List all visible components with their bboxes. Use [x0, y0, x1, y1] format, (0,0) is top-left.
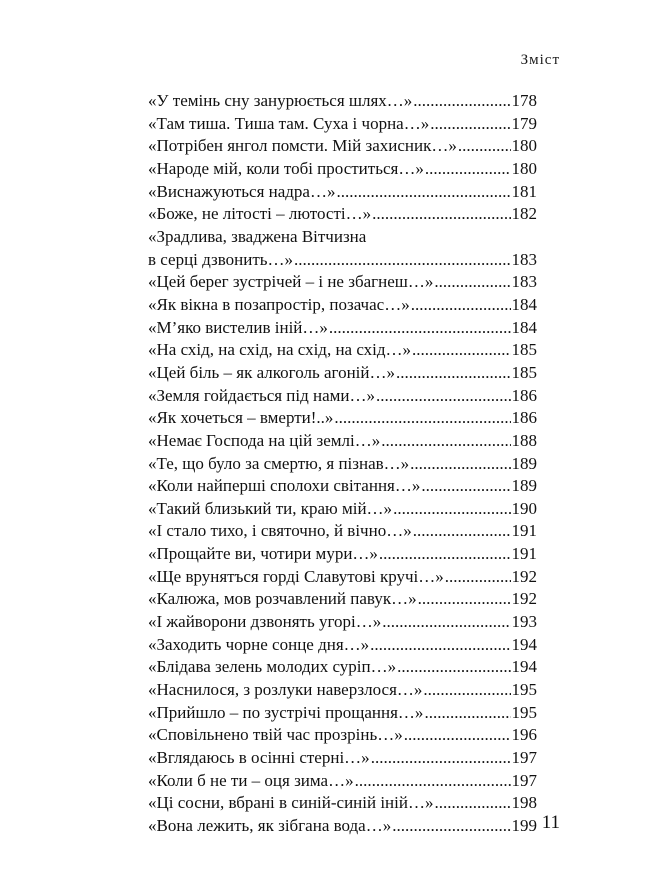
toc-entry-page: 197	[511, 770, 537, 790]
toc-entry-row	[148, 792, 537, 815]
toc-entry-row	[148, 90, 537, 113]
toc-entry-row	[148, 294, 537, 317]
toc-entry-row	[148, 566, 537, 589]
toc-entry[interactable]	[148, 679, 537, 702]
toc-entry-title: «У темінь сну занурюється шлях…»	[148, 91, 413, 110]
dot-leader	[372, 203, 510, 226]
toc-entry-title: «Прийшло – по зустрічі прощання…»	[148, 702, 424, 722]
toc-entry-page: 188	[511, 430, 537, 450]
dot-leader	[413, 90, 510, 113]
toc-entry[interactable]	[148, 475, 537, 498]
toc-entry[interactable]	[148, 294, 537, 317]
toc-entry-row	[148, 271, 537, 294]
dot-leader	[376, 385, 510, 408]
toc-entry[interactable]	[148, 498, 537, 521]
toc-entry-page: 183	[511, 249, 537, 269]
dot-leader	[412, 339, 510, 362]
toc-entry-title: «Те, що було за смертю, я пізнав…»	[148, 453, 410, 473]
toc-entry[interactable]	[148, 724, 537, 747]
dot-leader	[421, 475, 510, 498]
table-of-contents	[148, 90, 537, 838]
toc-entry-row	[148, 588, 537, 611]
toc-entry-row	[148, 407, 537, 430]
toc-entry-title: «Боже, не літості – лютості…»	[148, 204, 372, 224]
dot-leader	[418, 588, 511, 611]
toc-entry-page: 184	[511, 294, 537, 314]
toc-entry-page: 185	[511, 362, 537, 382]
toc-entry-row	[148, 249, 537, 272]
dot-leader	[410, 453, 510, 476]
toc-entry-row	[148, 634, 537, 657]
dot-leader	[382, 611, 510, 634]
toc-entry[interactable]	[148, 430, 537, 453]
toc-entry[interactable]	[148, 271, 537, 294]
toc-entry-page: 179	[511, 113, 537, 133]
toc-entry-row	[148, 113, 537, 136]
toc-entry-title: «Народе мій, коли тобі проститься…»	[148, 158, 424, 178]
toc-entry[interactable]	[148, 362, 537, 385]
dot-leader	[413, 520, 511, 543]
toc-entry[interactable]	[148, 747, 537, 770]
toc-entry-page: 184	[511, 317, 537, 337]
toc-entry-title: «Сповільнено твій час прозрінь…»	[148, 725, 403, 745]
toc-entry-title: «Коли найперші сполохи світання…»	[148, 476, 421, 496]
toc-entry[interactable]	[148, 339, 537, 362]
toc-entry-row	[148, 385, 537, 408]
toc-entry-page: 185	[511, 340, 537, 360]
toc-entry-page: 192	[511, 589, 537, 609]
toc-entry[interactable]	[148, 588, 537, 611]
toc-entry[interactable]	[148, 385, 537, 408]
dot-leader	[334, 407, 510, 430]
dot-leader	[404, 724, 511, 747]
dot-leader	[445, 566, 511, 589]
toc-entry-row	[148, 770, 537, 793]
toc-entry[interactable]	[148, 792, 537, 815]
toc-entry[interactable]	[148, 203, 537, 226]
toc-entry-title: «Блідава зелень молодих суріп…»	[148, 657, 397, 677]
running-head: Зміст	[520, 52, 560, 68]
toc-entry[interactable]	[148, 113, 537, 136]
toc-entry-page: 189	[511, 476, 537, 496]
toc-entry-row	[148, 815, 537, 838]
toc-entry-page: 178	[511, 91, 537, 110]
toc-entry-title: «Вглядаюсь в осінні стерні…»	[148, 748, 370, 768]
dot-leader	[392, 815, 510, 838]
toc-entry-title: «Як хочеться – вмерти!..»	[148, 408, 334, 428]
dot-leader	[424, 702, 510, 725]
toc-entry[interactable]	[148, 520, 537, 543]
toc-entry-row	[148, 362, 537, 385]
toc-entry-title: «Коли б не ти – оця зима…»	[148, 770, 354, 790]
toc-entry-row	[148, 475, 537, 498]
toc-entry[interactable]	[148, 611, 537, 634]
dot-leader	[423, 679, 510, 702]
toc-entry[interactable]	[148, 634, 537, 657]
toc-entry[interactable]	[148, 543, 537, 566]
dot-leader	[434, 271, 510, 294]
toc-entry-page: 195	[511, 702, 537, 722]
toc-entry-page: 192	[511, 566, 537, 586]
toc-entry-title: «Як вікна в позапростір, позачас…»	[148, 294, 410, 314]
toc-entry-row	[148, 724, 537, 747]
toc-entry-row	[148, 181, 537, 204]
toc-entry-page: 194	[511, 657, 537, 677]
toc-entry-row	[148, 317, 537, 340]
toc-entry-title: «Там тиша. Тиша там. Суха і чорна…»	[148, 113, 430, 133]
toc-entry-title: «Такий близький ти, краю мій…»	[148, 498, 393, 518]
toc-entry-page: 183	[511, 272, 537, 292]
toc-entry[interactable]	[148, 226, 537, 271]
toc-entry-page: 191	[511, 521, 537, 541]
toc-entry-page: 199	[511, 816, 537, 835]
toc-entry[interactable]	[148, 566, 537, 589]
toc-entry-row	[148, 135, 537, 158]
toc-entry-title: «Виснажуються надра…»	[148, 181, 336, 201]
toc-entry-title: в серці дзвонить…»	[148, 249, 294, 269]
toc-entry-row	[148, 520, 537, 543]
toc-entry[interactable]	[148, 453, 537, 476]
toc-entry[interactable]	[148, 158, 537, 181]
toc-entry[interactable]	[148, 656, 537, 679]
toc-entry-row	[148, 543, 537, 566]
toc-entry-page: 182	[511, 204, 537, 224]
dot-leader	[393, 498, 510, 521]
dot-leader	[355, 770, 511, 793]
toc-entry-title: «Наснилося, з розлуки наверзлося…»	[148, 680, 423, 700]
toc-entry-page: 186	[511, 408, 537, 428]
toc-entry-row	[148, 498, 537, 521]
toc-entry-page: 194	[511, 634, 537, 654]
dot-leader	[411, 294, 511, 317]
toc-entry-row	[148, 203, 537, 226]
toc-entry-title: «Немає Господа на цій землі…»	[148, 430, 381, 450]
toc-entry-page: 189	[511, 453, 537, 473]
toc-entry-page: 195	[511, 680, 537, 700]
dot-leader	[430, 113, 510, 136]
toc-entry[interactable]	[148, 135, 537, 158]
toc-entry-page: 198	[511, 793, 537, 813]
toc-entry-title: «Прощайте ви, чотири мури…»	[148, 544, 378, 564]
toc-entry[interactable]	[148, 770, 537, 793]
toc-entry-title: «Потрібен янгол помсти. Мій захисник…»	[148, 136, 457, 156]
toc-entry-page: 197	[511, 748, 537, 768]
dot-leader	[434, 792, 510, 815]
toc-entry[interactable]	[148, 317, 537, 340]
toc-entry[interactable]	[148, 90, 537, 113]
toc-entry-title: «І жайворони дзвонять угорі…»	[148, 612, 382, 632]
toc-entry-title: «Цей берег зустрічей – і не збагнеш…»	[148, 272, 434, 292]
dot-leader	[329, 317, 511, 340]
toc-entry[interactable]	[148, 407, 537, 430]
toc-entry-page: 186	[511, 385, 537, 405]
toc-entry[interactable]	[148, 181, 537, 204]
dot-leader	[396, 362, 510, 385]
dot-leader	[371, 747, 511, 770]
toc-entry-title: «Калюжа, мов розчавлений павук…»	[148, 589, 417, 609]
toc-entry-page: 191	[511, 544, 537, 564]
toc-entry-page: 196	[511, 725, 537, 745]
toc-entry-page: 181	[511, 181, 537, 201]
dot-leader	[425, 158, 511, 181]
dot-leader	[379, 543, 511, 566]
toc-entry-title: «Ці сосни, вбрані в синій-синій іній…»	[148, 793, 434, 813]
toc-entry-row	[148, 611, 537, 634]
toc-entry-title: «На схід, на схід, на схід, на схід…»	[148, 340, 412, 360]
toc-entry-title: «Заходить чорне сонце дня…»	[148, 634, 370, 654]
toc-entry-row	[148, 747, 537, 770]
dot-leader	[397, 656, 510, 679]
toc-entry-title: «Вона лежить, як зібгана вода…»	[148, 816, 392, 835]
toc-entry[interactable]	[148, 815, 537, 838]
dot-leader	[294, 249, 510, 272]
toc-entry-page: 180	[511, 136, 537, 156]
dot-leader	[458, 135, 511, 158]
toc-entry-title: «І стало тихо, і святочно, й вічно…»	[148, 521, 412, 541]
dot-leader	[370, 634, 510, 657]
toc-entry-page: 193	[511, 612, 537, 632]
dot-leader	[381, 430, 510, 453]
toc-entry-title: «Ще врунятъся горді Славутові кручі…»	[148, 566, 444, 586]
toc-entry-row	[148, 656, 537, 679]
toc-entry-row	[148, 430, 537, 453]
toc-entry-row	[148, 158, 537, 181]
toc-entry-title-line1: «Зрадлива, зваджена Вітчизна	[148, 226, 367, 246]
dot-leader	[336, 181, 510, 204]
toc-entry-row	[148, 339, 537, 362]
toc-entry-page: 190	[511, 498, 537, 518]
toc-entry-page: 180	[511, 158, 537, 178]
page-number: 11	[541, 812, 560, 833]
toc-entry-row	[148, 702, 537, 725]
toc-entry[interactable]	[148, 702, 537, 725]
toc-entry-row	[148, 453, 537, 476]
toc-entry-row	[148, 679, 537, 702]
toc-entry-title: «Цей біль – як алкоголь агоній…»	[148, 362, 396, 382]
toc-entry-title: «Земля гойдається під нами…»	[148, 385, 376, 405]
toc-entry-title: «М’яко вистелив іній…»	[148, 317, 328, 337]
